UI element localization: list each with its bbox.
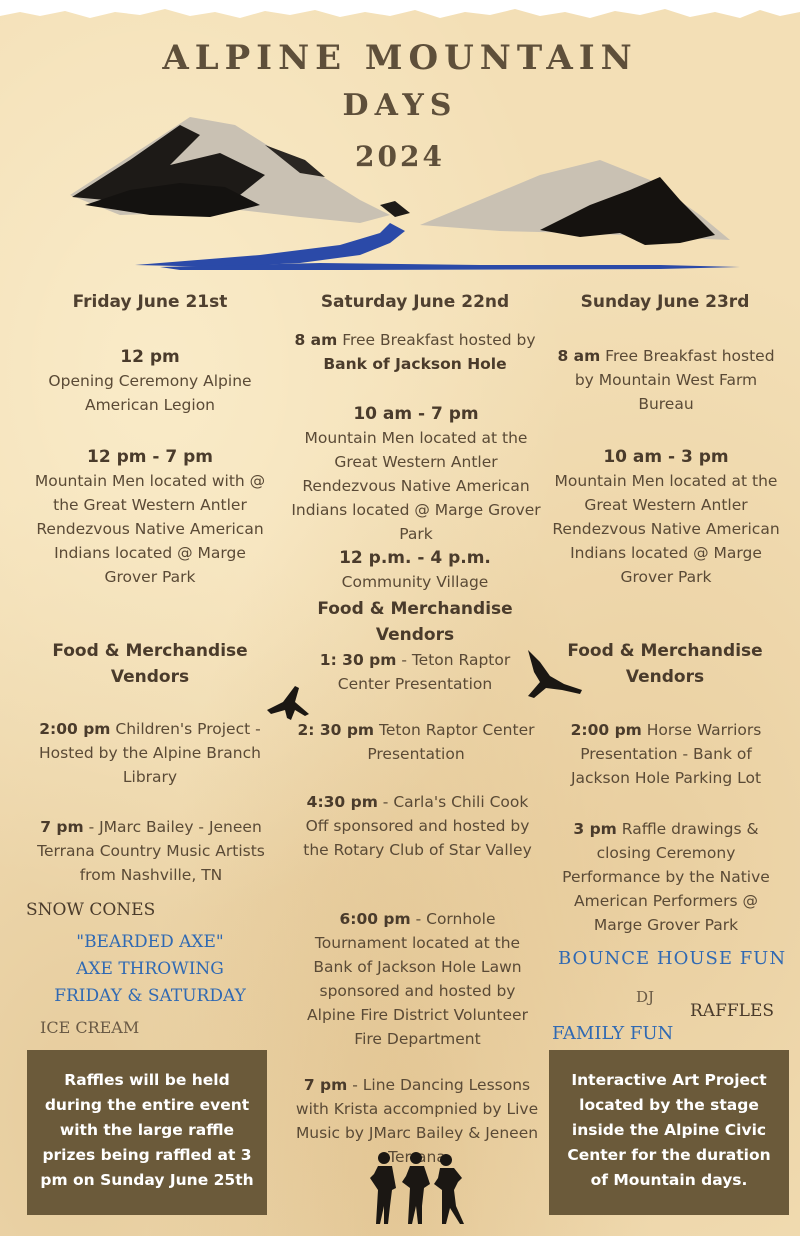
saturday-event-chili: [295, 790, 540, 862]
friday-event-opening: [30, 345, 270, 417]
event-title-line2: DAYS: [342, 88, 458, 123]
event-description: Free Breakfast hosted by: [342, 331, 536, 349]
event-description: Raffle drawings & closing Ceremony Performance by the Native American Performers @ Marge Grover Park: [562, 820, 770, 934]
event-description: Mountain Men located with @ the Great Western Antler Rendezvous Native American Indians located @ Marge Grover Park: [34, 472, 266, 586]
bearded-axe-label: "BEARDED AXE": [76, 932, 224, 952]
dj-label: DJ: [636, 988, 655, 1006]
saturday-event-raptor-1: [310, 648, 520, 696]
event-time: 12 pm - 7 pm: [87, 447, 213, 467]
event-description: - JMarc Bailey - Jeneen Terrana Country Music Artists from Nashville, TN: [37, 818, 265, 884]
friday-event-childrens-project: [25, 717, 275, 789]
sunday-event-breakfast: [552, 344, 780, 416]
sunday-event-horse-warriors: [552, 718, 780, 790]
event-year: 2024: [355, 140, 445, 173]
event-time: 1: 30 pm: [319, 651, 397, 669]
ice-cream-label: ICE CREAM: [40, 1018, 140, 1037]
mountains-illustration: [60, 105, 750, 270]
event-host: Bank of Jackson Hole: [323, 355, 507, 373]
event-description: Children's Project - Hosted by the Alpine Branch Library: [39, 720, 261, 786]
event-description: Free Breakfast hosted by Mountain West Farm Bureau: [574, 347, 775, 413]
event-time: 4:30 pm: [306, 793, 378, 811]
art-project-box: Interactive Art Project located by the stage inside the Alpine Civic Center for the duration of Mountain days.: [549, 1050, 789, 1215]
sunday-heading: Sunday June 23rd: [580, 292, 750, 312]
event-description: - Teton Raptor Center Presentation: [337, 651, 511, 693]
event-time: 10 am - 3 pm: [603, 447, 729, 467]
friday-event-mountain-men: [30, 445, 270, 589]
saturday-heading: Saturday June 22nd: [320, 292, 510, 312]
event-title-line1: ALPINE MOUNTAIN: [162, 38, 638, 78]
torn-paper-edge: [0, 0, 800, 30]
family-fun-label: FAMILY FUN: [552, 1023, 674, 1044]
event-time: 8 am: [557, 347, 601, 365]
event-description: - Line Dancing Lessons with Krista accompnied by Live Music by JMarc Bailey & Jeneen: [295, 1076, 539, 1142]
dancers-silhouette: [366, 1148, 470, 1228]
event-description: Teton Raptor Center Presentation: [367, 721, 535, 763]
saturday-event-raptor-2: [288, 718, 544, 766]
saturday-event-cornhole: [295, 907, 540, 1051]
event-time: 2:00 pm: [570, 721, 642, 739]
saturday-event-breakfast: [290, 328, 540, 376]
event-description: Community Village: [341, 573, 489, 591]
snow-cones-label: SNOW CONES: [26, 900, 156, 920]
event-time: 2:00 pm: [39, 720, 111, 738]
sunday-vendors: Food & Merchandise Vendors: [567, 641, 763, 687]
sunday-event-mountain-men: [552, 445, 780, 589]
sunday-event-closing: [548, 817, 784, 937]
friday-vendors: Food & Merchandise Vendors: [52, 641, 248, 687]
event-time: 10 am - 7 pm: [353, 404, 479, 424]
raffles-label: RAFFLES: [690, 1001, 775, 1021]
event-description: Mountain Men located at the Great Western Antler Rendezvous Native American Indians located @ Marge Grover Park: [552, 472, 780, 586]
saturday-event-mountain-men: [288, 402, 544, 546]
event-description: - Cornhole Tournament located at the Bank of Jackson Hole Lawn sponsored and hosted by Alpine Fire District Volunteer Fire Department: [307, 910, 528, 1048]
event-time: 12 p.m. - 4 p.m.: [339, 548, 491, 568]
event-description: Horse Warriors Presentation - Bank of Jackson Hole Parking Lot: [570, 721, 762, 787]
friday-heading: Friday June 21st: [72, 292, 228, 312]
bounce-house-label: BOUNCE HOUSE FUN: [558, 948, 787, 969]
event-description: Mountain Men located at the Great Western Antler Rendezvous Native American Indians located @ Marge Grover Park: [291, 429, 541, 543]
event-description: Opening Ceremony Alpine American Legion: [48, 372, 252, 414]
raffle-note-box: Raffles will be held during the entire event with the large raffle prizes being raffled at 3 pm on Sunday June 25th: [27, 1050, 267, 1215]
event-time: 12 pm: [120, 347, 180, 367]
saturday-vendors: Food & Merchandise Vendors: [317, 599, 513, 645]
axe-throwing-label: AXE THROWING: [76, 959, 224, 979]
event-time: 7 pm: [40, 818, 84, 836]
saturday-event-community-village: [290, 546, 540, 594]
event-time: 8 am: [294, 331, 338, 349]
event-time: 6:00 pm: [339, 910, 411, 928]
event-time: 2: 30 pm: [297, 721, 375, 739]
eagle-icon: [518, 648, 584, 704]
event-time: 3 pm: [573, 820, 617, 838]
friday-saturday-label: FRIDAY & SATURDAY: [54, 986, 246, 1006]
event-time: 7 pm: [303, 1076, 348, 1094]
friday-event-music: [22, 815, 280, 887]
eagle-icon: [265, 680, 313, 722]
event-description: - Carla's Chili Cook Off sponsored and hosted by the Rotary Club of Star Valley: [303, 793, 532, 859]
